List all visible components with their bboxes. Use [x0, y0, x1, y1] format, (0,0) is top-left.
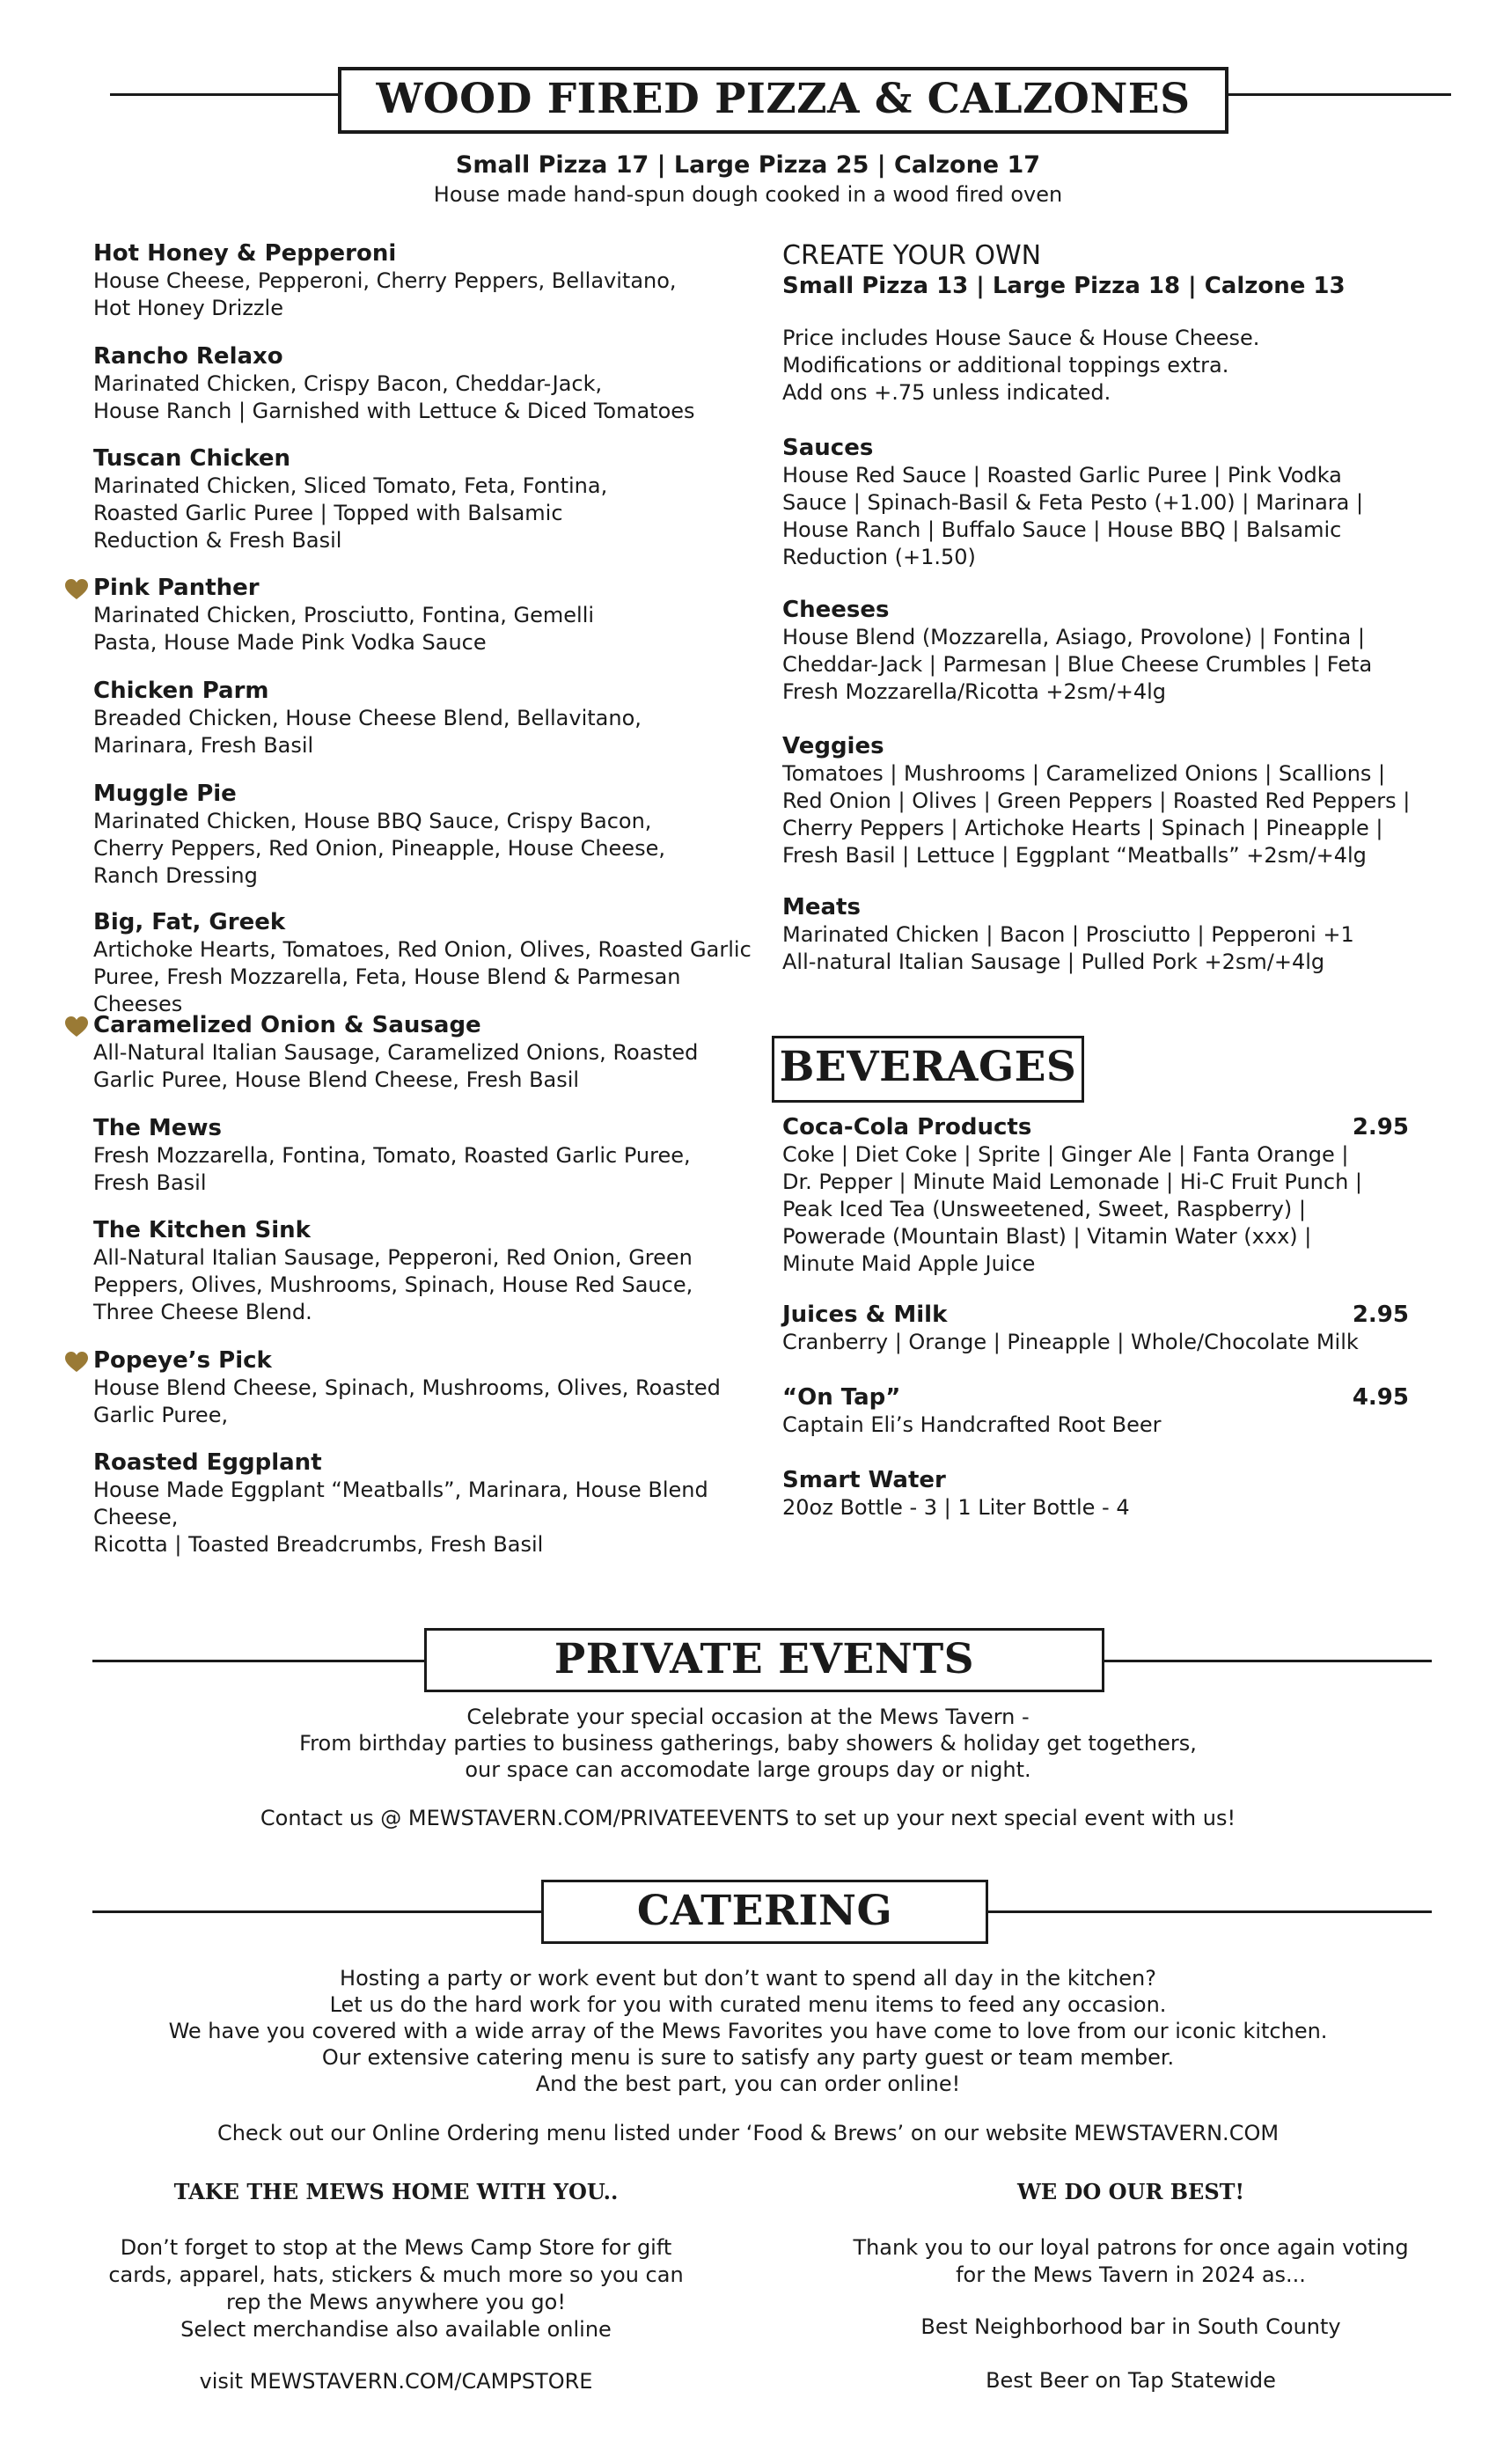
best-section	[792, 2179, 1470, 2394]
pizza-description: Artichoke Hearts, Tomatoes, Red Onion, Olives, Roasted Garlic Puree, Fresh Mozzarella, Feta, House Blend & Parmesan Cheeses	[93, 937, 752, 1016]
events-text: Celebrate your special occasion at the Mews Tavern - From birthday parties to business gatherings, baby showers & holiday get togethers, our space can accomodate large groups day or night.	[299, 1705, 1197, 1782]
pizza-description: House Blend Cheese, Spinach, Mushrooms, Olives, Roasted Garlic Puree,	[93, 1375, 721, 1427]
pizza-name: Rancho Relaxo	[93, 343, 283, 370]
pizza-name: Caramelized Onion & Sausage	[93, 1012, 481, 1038]
pizza-name: Pink Panther	[93, 575, 260, 601]
pizza-name: Tuscan Chicken	[93, 445, 291, 472]
divider-left	[92, 1910, 543, 1913]
topping-group	[782, 596, 1416, 706]
beverage-item	[782, 1466, 1409, 1522]
pizza-name: Popeye’s Pick	[93, 1347, 272, 1374]
topping-group-title: Sauces	[782, 435, 874, 461]
pizza-item	[93, 1011, 762, 1094]
create-your-own	[782, 240, 1416, 407]
pizza-name: Hot Honey & Pepperoni	[93, 240, 397, 267]
pizza-name: The Kitchen Sink	[93, 1217, 311, 1243]
divider-right	[1225, 93, 1451, 96]
beverage-description: Cranberry | Orange | Pineapple | Whole/Chocolate Milk	[782, 1330, 1359, 1354]
favorite-heart-icon	[65, 1352, 88, 1373]
beverage-item	[782, 1113, 1409, 1278]
beverage-name: Juices & Milk	[782, 1302, 948, 1328]
beverage-description: Captain Eli’s Handcrafted Root Beer	[782, 1412, 1162, 1437]
pizza-name: Roasted Eggplant	[93, 1449, 322, 1476]
camp-store-link[interactable]: visit MEWSTAVERN.COM/CAMPSTORE	[199, 2369, 593, 2394]
topping-group-title: Cheeses	[782, 597, 890, 623]
best-text: Thank you to our loyal patrons for once again voting for the Mews Tavern in 2024 as...	[853, 2235, 1409, 2287]
favorite-heart-icon	[65, 579, 88, 600]
events-title: PRIVATE EVENTS	[424, 1628, 1104, 1692]
events-contact: Contact us @ MEWSTAVERN.COM/PRIVATEEVENTS to set up your next special event with us!	[260, 1806, 1236, 1830]
best-title: WE DO OUR BEST!	[1016, 2179, 1245, 2204]
pizza-prices: Small Pizza 17 | Large Pizza 25 | Calzone 17	[455, 151, 1041, 179]
divider-right	[987, 1910, 1432, 1913]
pizza-description: House Cheese, Pepperoni, Cherry Peppers, Bellavitano, Hot Honey Drizzle	[93, 268, 677, 320]
pizza-name: Chicken Parm	[93, 678, 269, 704]
divider-left	[110, 93, 341, 96]
pizza-item	[93, 574, 762, 656]
catering-online: Check out our Online Ordering menu listed under ‘Food & Brews’ on our website MEWSTAVERN.COM	[216, 2121, 1280, 2145]
pizza-item	[93, 780, 762, 890]
catering-title: CATERING	[541, 1880, 988, 1944]
beverage-name: “On Tap”	[782, 1384, 901, 1411]
pizza-name: Big, Fat, Greek	[93, 909, 286, 935]
topping-group-options: Tomatoes | Mushrooms | Caramelized Onions | Scallions | Red Onion | Olives | Green Peppers | Roasted Red Peppers | Cherry Peppers | Artichoke Hearts | Spinach | Pineapple | Fresh Basil | Lettuce | Eggplant “Meatballs” +2sm/+4lg	[782, 761, 1411, 868]
topping-group-options: House Red Sauce | Roasted Garlic Puree | Pink Vodka Sauce | Spinach-Basil & Feta Pesto (+1.00) | Marinara | House Ranch | Buffalo Sauce | House BBQ | Balsamic Reduction (+1.50)	[782, 463, 1364, 569]
pizza-item	[93, 444, 762, 554]
beverage-price: 2.95	[1352, 1302, 1409, 1328]
award-2: Best Beer on Tap Statewide	[986, 2368, 1276, 2393]
topping-group-options: Marinated Chicken | Bacon | Prosciutto | Pepperoni +1 All-natural Italian Sausage | Pulled Pork +2sm/+4lg	[782, 922, 1354, 974]
pizza-item	[93, 908, 762, 1018]
pizza-description: House Made Eggplant “Meatballs”, Marinara, House Blend Cheese, Ricotta | Toasted Breadcrumbs, Fresh Basil	[93, 1478, 708, 1557]
pizza-item	[93, 1216, 762, 1326]
award-1: Best Neighborhood bar in South County	[920, 2314, 1341, 2339]
pizza-item	[93, 1346, 762, 1429]
pizza-subtitle: House made hand-spun dough cooked in a wood fired oven	[433, 182, 1063, 207]
take-home-text: Don’t forget to stop at the Mews Camp Store for gift cards, apparel, hats, stickers & much more so you can rep the Mews anywhere you go! Select merchandise also available online	[108, 2235, 684, 2342]
beverage-item	[782, 1383, 1409, 1439]
divider-right	[1103, 1660, 1432, 1662]
pizza-description: Marinated Chicken, Crispy Bacon, Cheddar-Jack, House Ranch | Garnished with Lettuce & Diced Tomatoes	[93, 371, 695, 423]
catering-text: Hosting a party or work event but don’t want to spend all day in the kitchen? Let us do the hard work for you with curated menu items to feed any occasion. We have you covered with a wide array of the Mews Favorites you have come to love from our iconic kitchen. Our extensive catering menu is sure to satisfy any party guest or team member. And the best part, you can order online!	[168, 1966, 1328, 2096]
create-note: Price includes House Sauce & House Cheese. Modifications or additional toppings extra. Add ons +.75 unless indicated.	[782, 326, 1260, 405]
pizza-description: Breaded Chicken, House Cheese Blend, Bellavitano, Marinara, Fresh Basil	[93, 706, 642, 758]
topping-group-options: House Blend (Mozzarella, Asiago, Provolone) | Fontina | Cheddar-Jack | Parmesan | Blue Cheese Crumbles | Feta Fresh Mozzarella/Ricotta +2sm/+4lg	[782, 625, 1373, 704]
pizza-item	[93, 239, 762, 322]
take-home-title: TAKE THE MEWS HOME WITH YOU..	[173, 2179, 619, 2204]
topping-group	[782, 434, 1416, 571]
topping-group-title: Veggies	[782, 733, 884, 759]
beverages-title: BEVERAGES	[772, 1036, 1084, 1103]
pizza-name: The Mews	[93, 1115, 222, 1141]
beverage-item	[782, 1301, 1409, 1356]
pizza-description: Fresh Mozzarella, Fontina, Tomato, Roasted Garlic Puree, Fresh Basil	[93, 1143, 691, 1195]
beverage-name: Coca-Cola Products	[782, 1114, 1032, 1140]
pizza-item	[93, 677, 762, 759]
pizza-item	[93, 342, 762, 425]
pizza-name: Muggle Pie	[93, 781, 237, 807]
pizza-description: Marinated Chicken, Sliced Tomato, Feta, Fontina, Roasted Garlic Puree | Topped with Balsamic Reduction & Fresh Basil	[93, 473, 608, 553]
beverage-price: 4.95	[1352, 1384, 1409, 1411]
topping-group	[782, 893, 1416, 976]
pizza-item	[93, 1448, 762, 1558]
take-home-section	[53, 2179, 739, 2395]
create-title: CREATE YOUR OWN	[782, 240, 1042, 271]
beverage-description: 20oz Bottle - 3 | 1 Liter Bottle - 4	[782, 1495, 1130, 1520]
favorite-heart-icon	[65, 1016, 88, 1038]
beverage-price: 2.95	[1352, 1114, 1409, 1140]
beverage-name: Smart Water	[782, 1467, 946, 1493]
pizza-description: Marinated Chicken, House BBQ Sauce, Crispy Bacon, Cherry Peppers, Red Onion, Pineapple, House Cheese, Ranch Dressing	[93, 809, 665, 888]
pizza-item	[93, 1114, 762, 1197]
pizza-description: All-Natural Italian Sausage, Pepperoni, Red Onion, Green Peppers, Olives, Mushrooms, Spinach, House Red Sauce, Three Cheese Blend.	[93, 1245, 693, 1324]
pizza-description: Marinated Chicken, Prosciutto, Fontina, Gemelli Pasta, House Made Pink Vodka Sauce	[93, 603, 595, 655]
divider-left	[92, 1660, 425, 1662]
topping-group-title: Meats	[782, 894, 861, 920]
topping-group	[782, 732, 1416, 869]
beverage-description: Coke | Diet Coke | Sprite | Ginger Ale | Fanta Orange | Dr. Pepper | Minute Maid Lemonade | Hi-C Fruit Punch | Peak Iced Tea (Unsweetened, Sweet, Raspberry) | Powerade (Mountain Blast) | Vitamin Water (xxx) | Minute Maid Apple Juice	[782, 1142, 1363, 1276]
create-prices: Small Pizza 13 | Large Pizza 18 | Calzone 13	[782, 273, 1346, 299]
pizza-description: All-Natural Italian Sausage, Caramelized Onions, Roasted Garlic Puree, House Blend Cheese, Fresh Basil	[93, 1040, 699, 1092]
pizza-title: WOOD FIRED PIZZA & CALZONES	[338, 67, 1228, 134]
